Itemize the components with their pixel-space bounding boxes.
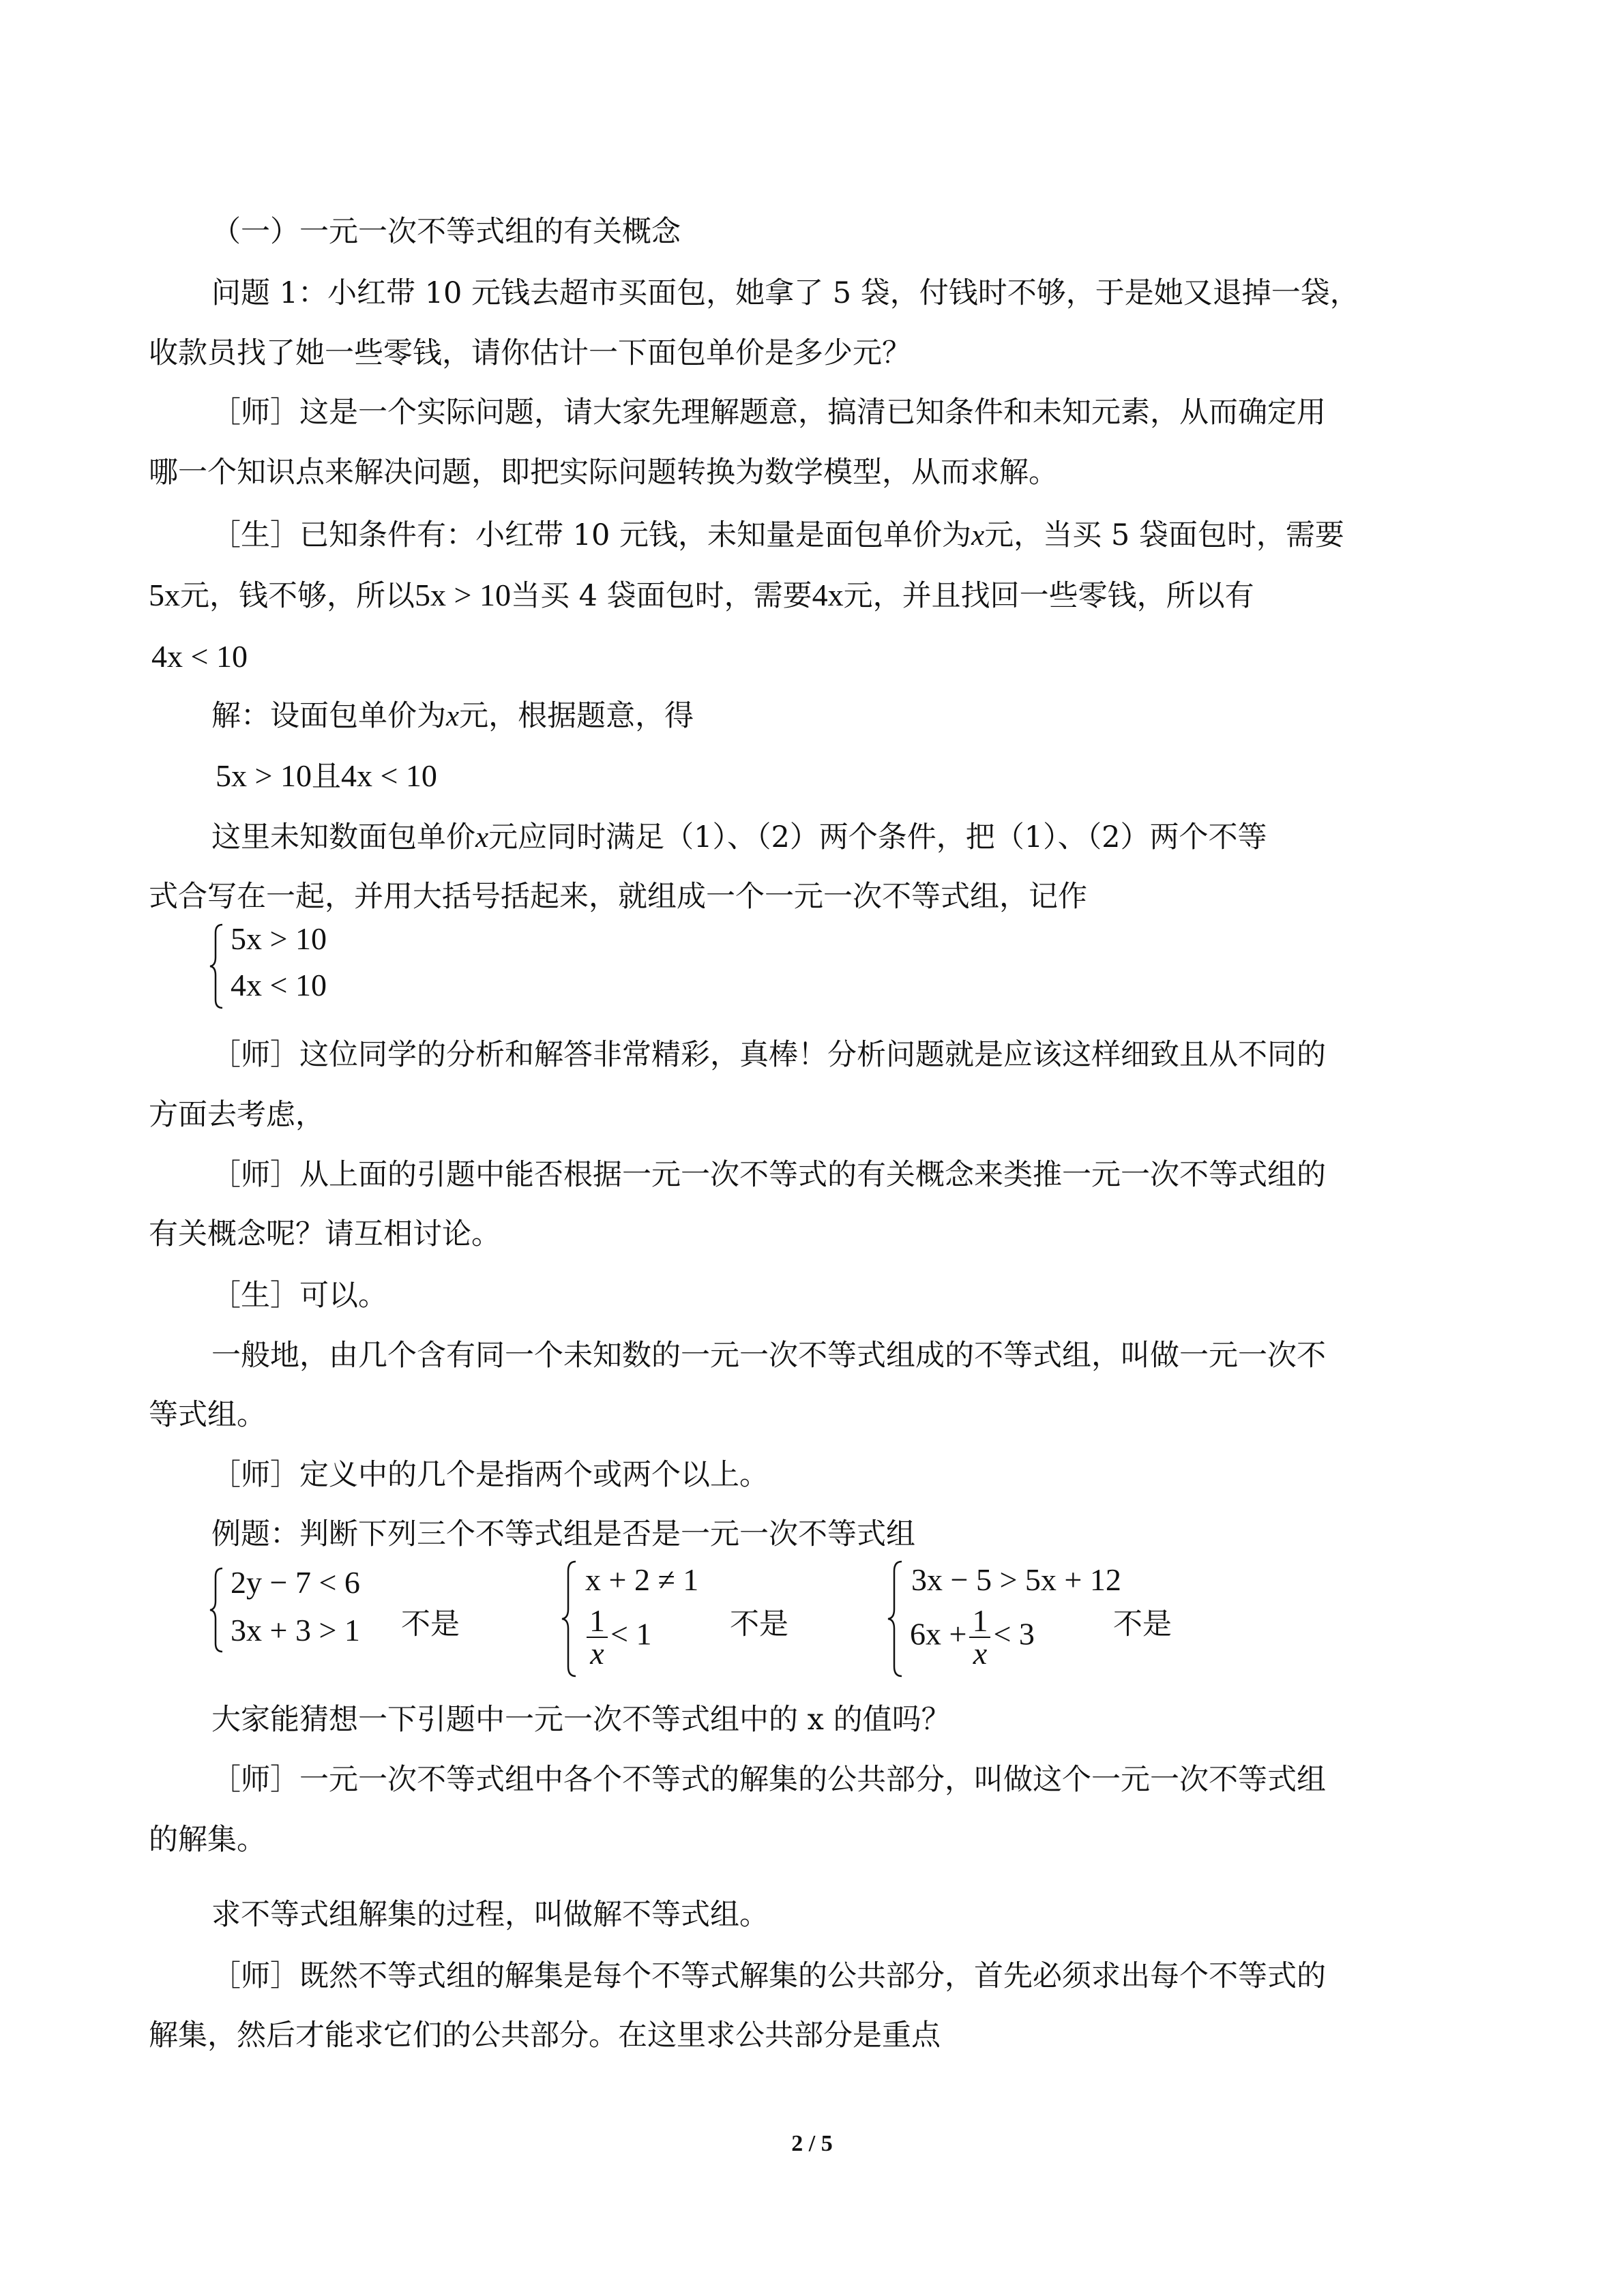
fraction: $\frac{1}{x}$ (969, 1605, 990, 1669)
definition-line-2: 等式组。 (149, 1398, 266, 1432)
teacher-remark-3-line-2: 有关概念呢？请互相讨论。 (149, 1217, 501, 1251)
teacher-remark-3-line-1: ［师］从上面的引题中能否根据一元一次不等式的有关概念来类推一元一次不等式组的 (211, 1158, 1326, 1192)
teacher-remark-6-line-1: ［师］既然不等式组的解集是每个不等式解集的公共部分，首先必须求出每个不等式的 (211, 1959, 1326, 1993)
problem-line-2: 收款员找了她一些零钱，请你估计一下面包单价是多少元？ (149, 336, 911, 370)
system-row-2: 4x < 10 (231, 968, 327, 1002)
teacher-remark-1-line-1: ［师］这是一个实际问题，请大家先理解题意，搞清已知条件和未知元素，从而确定用 (211, 396, 1326, 430)
system-row-1: 3x − 5 > 5x + 12 (911, 1562, 1121, 1597)
student-answer-line-1: ［生］已知条件有：小红带 10 元钱，未知量是面包单价为x元，当买 5 袋面包时，需要 (211, 518, 1344, 552)
section-heading: （一）一元一次不等式组的有关概念 (211, 215, 681, 249)
explanation-line-2: 式合写在一起，并用大括号括起来，就组成一个一元一次不等式组，记作 (149, 880, 1087, 914)
inequality-4x-lt-10: 4x < 10 (151, 639, 248, 674)
left-brace (561, 1559, 580, 1678)
system-row-1: 5x > 10 (231, 921, 327, 956)
teacher-remark-1-line-2: 哪一个知识点来解决问题，即把实际问题转换为数学模型，从而求解。 (149, 456, 1058, 490)
teacher-remark-2-line-1: ［师］这位同学的分析和解答非常精彩，真棒！分析问题就是应该这样细致且从不同的 (211, 1038, 1326, 1072)
guess-question: 大家能猜想一下引题中一元一次不等式组中的 x 的值吗？ (211, 1703, 951, 1737)
verdict-label: 不是 (1113, 1607, 1172, 1641)
left-brace (209, 1566, 226, 1654)
system-row-2: 3x + 3 > 1 (231, 1613, 360, 1648)
teacher-remark-4: ［师］定义中的几个是指两个或两个以上。 (211, 1458, 769, 1492)
explanation-line-1: 这里未知数面包单价x元应同时满足（1）、（2）两个条件，把（1）、（2）两个不等 (211, 820, 1267, 854)
fraction: $\frac{1}{x}$ (587, 1605, 608, 1669)
inequality-5x-gt-10: 5x > 10 (415, 578, 511, 612)
system-row-1: x + 2 ≠ 1 (585, 1562, 699, 1597)
teacher-remark-5-line-1: ［师］一元一次不等式组中各个不等式的解集的公共部分，叫做这个一元一次不等式组 (211, 1763, 1326, 1797)
page-number: 2 / 5 (791, 2131, 833, 2156)
solution-setup: 解：设面包单价为x元，根据题意，得 (211, 699, 694, 733)
system-row-2: $\frac{1}{x}$ < 1 (584, 1605, 651, 1669)
student-reply: ［生］可以。 (211, 1279, 387, 1313)
math-expression: 5x (149, 578, 180, 612)
left-brace (887, 1559, 906, 1678)
variable-x: x (446, 700, 460, 732)
student-answer-line-3 (151, 636, 248, 678)
teacher-remark-2-line-2: 方面去考虑， (149, 1098, 325, 1132)
student-answer-line-2: 5x元，钱不够，所以5x > 10当买 4 袋面包时，需要4x元，并且找回一些零钱，所以有 (149, 578, 1254, 613)
system-row-1: 2y − 7 < 6 (231, 1565, 360, 1600)
example-title: 例题：判断下列三个不等式组是否是一元一次不等式组 (211, 1517, 915, 1551)
definition-line-1: 一般地，由几个含有同一个未知数的一元一次不等式组成的不等式组，叫做一元一次不 (211, 1339, 1326, 1373)
left-brace (209, 922, 226, 1011)
teacher-remark-5-line-2: 的解集。 (149, 1823, 266, 1857)
math-expression: 4x (812, 578, 844, 612)
verdict-label: 不是 (401, 1607, 460, 1641)
verdict-label: 不是 (730, 1607, 788, 1641)
problem-line-1: 问题 1：小红带 10 元钱去超市买面包，她拿了 5 袋，付钱时不够，于是她又退掉一袋， (211, 276, 1359, 310)
variable-x: x (971, 520, 985, 552)
variable-x: x (475, 822, 489, 854)
system-row-2: 6x + $\frac{1}{x}$ < 3 (910, 1603, 1035, 1671)
process-definition: 求不等式组解集的过程，叫做解不等式组。 (211, 1898, 769, 1932)
solution-inequalities: 5x > 10且4x < 10 (216, 758, 437, 794)
teacher-remark-6-line-2: 解集，然后才能求它们的公共部分。在这里求公共部分是重点 (149, 2018, 941, 2053)
